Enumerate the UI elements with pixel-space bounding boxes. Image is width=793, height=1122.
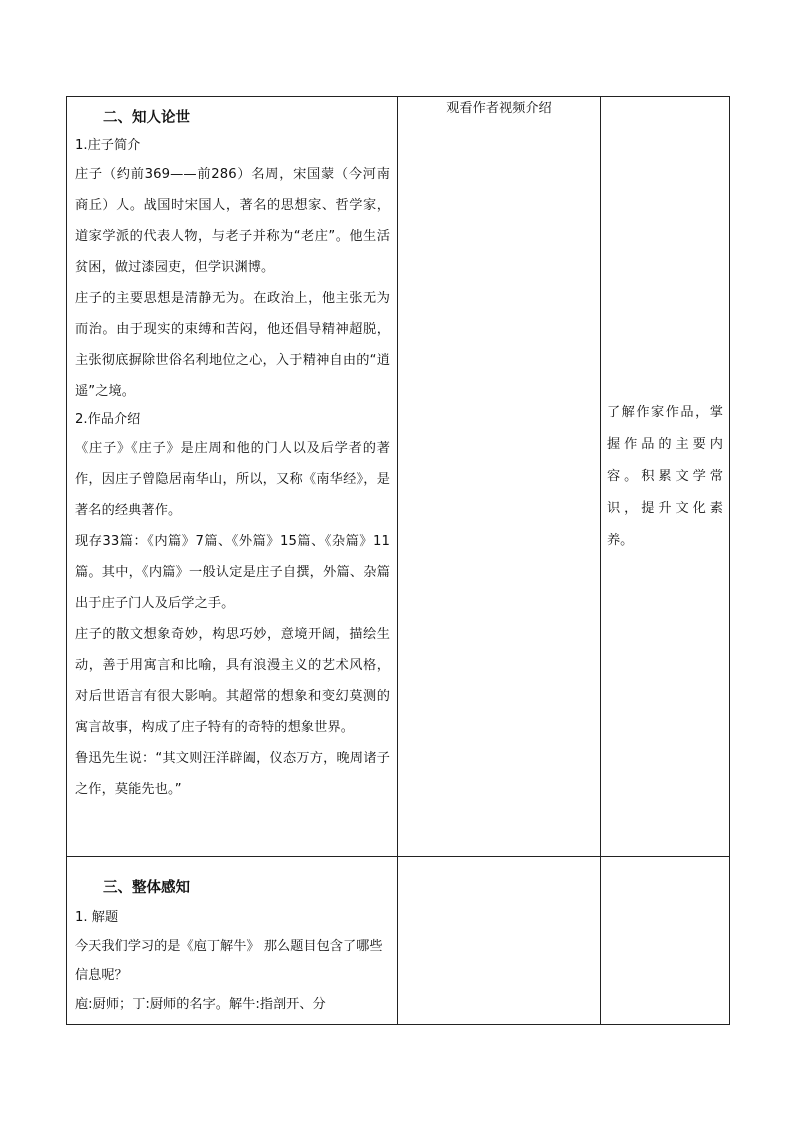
goal-cell [601,97,730,857]
goal-cell [601,857,730,1025]
lesson-plan-table [66,96,730,1025]
paragraph: 鲁迅先生说：“其文则汪洋辟阖，仪态万方，晚周诸子之作，莫能先也。” [75,751,390,797]
paragraph: 今天我们学习的是《庖丁解牛》 那么题目包含了哪些信息呢？ [75,939,383,983]
subsection-title: 2.作品介绍 [75,412,141,427]
section-heading: 二、知人论世 [103,110,190,126]
table-row [67,97,730,857]
activity-cell [398,97,601,857]
activity-cell [398,857,601,1025]
paragraph: 《庄子》《庄子》是庄周和他的门人以及后学者的著作，因庄子曾隐居南华山，所以，又称《南华经》，是著名的经典著作。 [75,441,390,518]
table-row [67,857,730,1025]
paragraph: 庄子的主要思想是清静无为。在政治上，他主张无为而治。由于现实的束缚和苦闷，他还倡导精神超脱，主张彻底摒除世俗名利地位之心，入于精神自由的“逍遥”之境。 [75,291,390,399]
content-cell [67,857,398,1025]
subsection-title: 1.庄子简介 [75,138,141,153]
content-cell [67,97,398,857]
subsection-title: 1. 解题 [75,910,119,925]
goal-text: 了解作家作品，掌握作品的主要内容。积累文学常识，提升文化素养。 [607,404,723,548]
paragraph: 庄子的散文想象奇妙，构思巧妙，意境开阔，描绘生动，善于用寓言和比喻，具有浪漫主义的艺术风格，对后世语言有很大影响。其超常的想象和变幻莫测的寓言故事，构成了庄子特有的奇特的想象世界。 [75,627,390,735]
section-heading: 三、整体感知 [103,880,190,896]
activity-text: 观看作者视频介绍 [446,101,552,116]
paragraph: 庖:厨师；丁:厨师的名字。解牛:指剖开、分 [75,997,326,1012]
paragraph: 现存33篇：《内篇》7篇、《外篇》15篇、《杂篇》11篇。其中，《内篇》一般认定是庄子自撰，外篇、杂篇出于庄子门人及后学之手。 [75,534,390,611]
paragraph: 庄子（约前369——前286）名周，宋国蒙（今河南商丘）人。战国时宋国人，著名的思想家、哲学家，道家学派的代表人物，与老子并称为“老庄”。他生活贫困，做过漆园吏，但学识渊博。 [75,167,390,275]
